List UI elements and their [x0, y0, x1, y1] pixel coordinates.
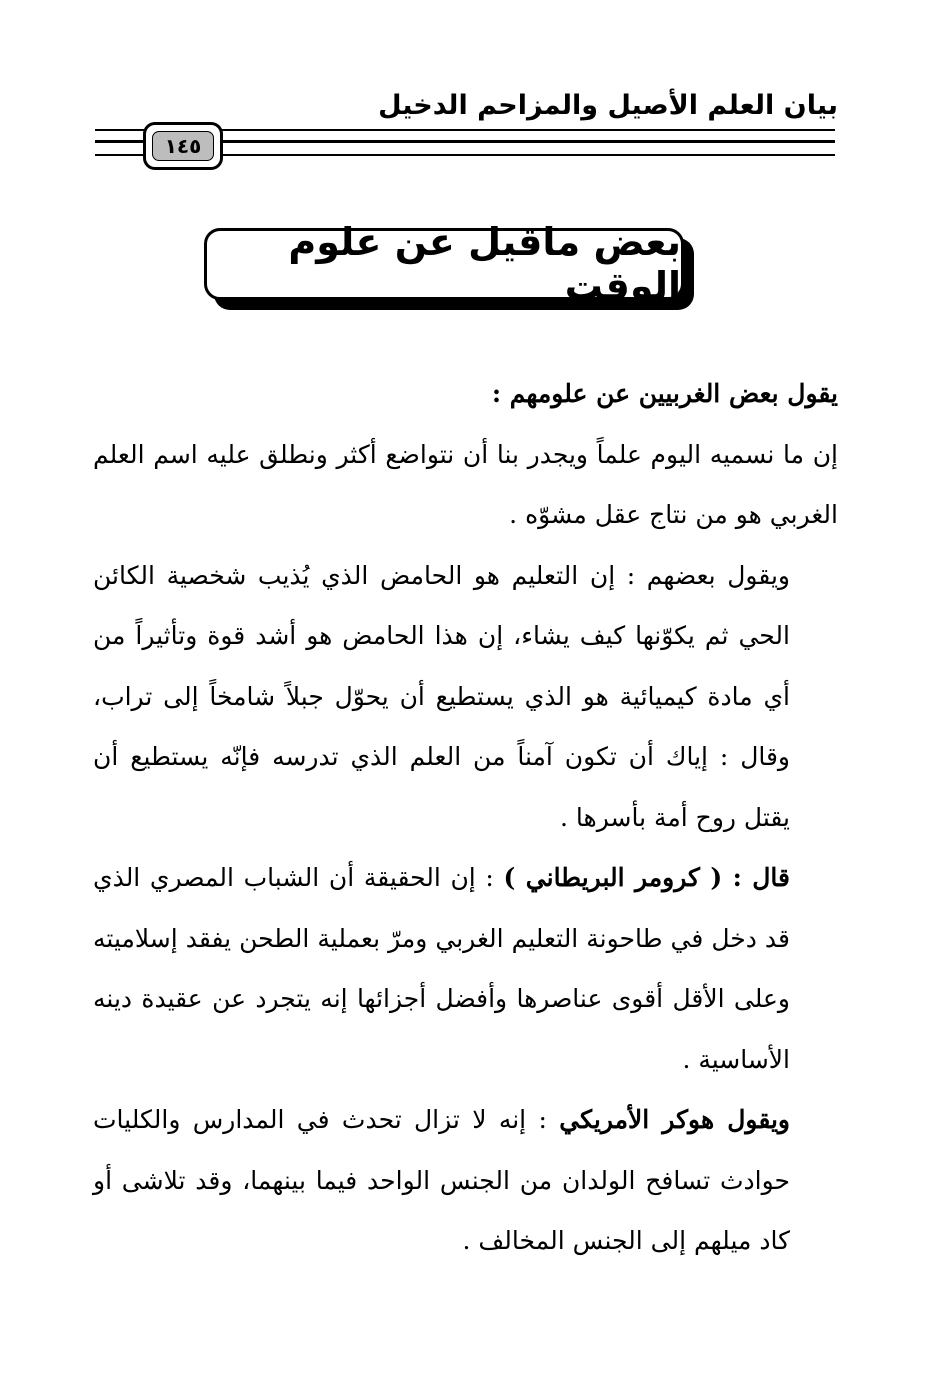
paragraph-3 [93, 848, 838, 1090]
body-text [93, 364, 838, 1272]
paragraph-4 [93, 1090, 838, 1272]
paragraph-3-lead: قال : ( كرومر البريطاني ) [503, 863, 790, 892]
section-title: بعض ماقيل عن علوم الوقت [204, 228, 684, 300]
paragraph-2: ويقول بعضهم : إن التعليم هو الحامض الذي يُذيب شخصية الكائن الحي ثم يكوّنها كيف يشاء، إن هذا الحامض هو أشد قوة وتأثيراً من أي مادة كيميائية هو الذي يستطيع أن يحوّل جبلاً شامخاً إلى تراب، وقال : إياك أن تكون آمناً من العلم الذي تدرسه فإنّه يستطيع أن يقتل روح أمة بأسرها . [93, 560, 790, 832]
paragraph-1-lead: يقول بعض الغربيين عن علومهم : [491, 379, 838, 408]
running-title: بيان العلم الأصيل والمزاحم الدخيل [378, 90, 838, 121]
paragraph-4-lead: ويقول هوكر الأمريكي [559, 1105, 790, 1134]
paragraph-3-body: : إن الحقيقة أن الشباب المصري الذي قد دخل في طاحونة التعليم الغربي ومرّ بعملية الطحن يفقد إسلاميته وعلى الأقل أقوى عناصرها وأفضل أجزائها إنه يتجرد عن عقيدة دينه الأساسية . [93, 863, 790, 1074]
paragraph-1: إن ما نسميه اليوم علماً ويجدر بنا أن نتواضع أكثر ونطلق عليه اسم العلم الغربي هو من نتاج عقل مشوّه . [93, 439, 838, 529]
page-number: ١٤٥ [152, 131, 214, 161]
paragraph-4-body: : إنه لا تزال تحدث في المدارس والكليات حوادث تسافح الولدان من الجنس الواحد فيما بينهما، وقد تلاشى أو كاد ميلهم إلى الجنس المخالف . [93, 1105, 790, 1255]
page-number-badge [143, 122, 223, 170]
